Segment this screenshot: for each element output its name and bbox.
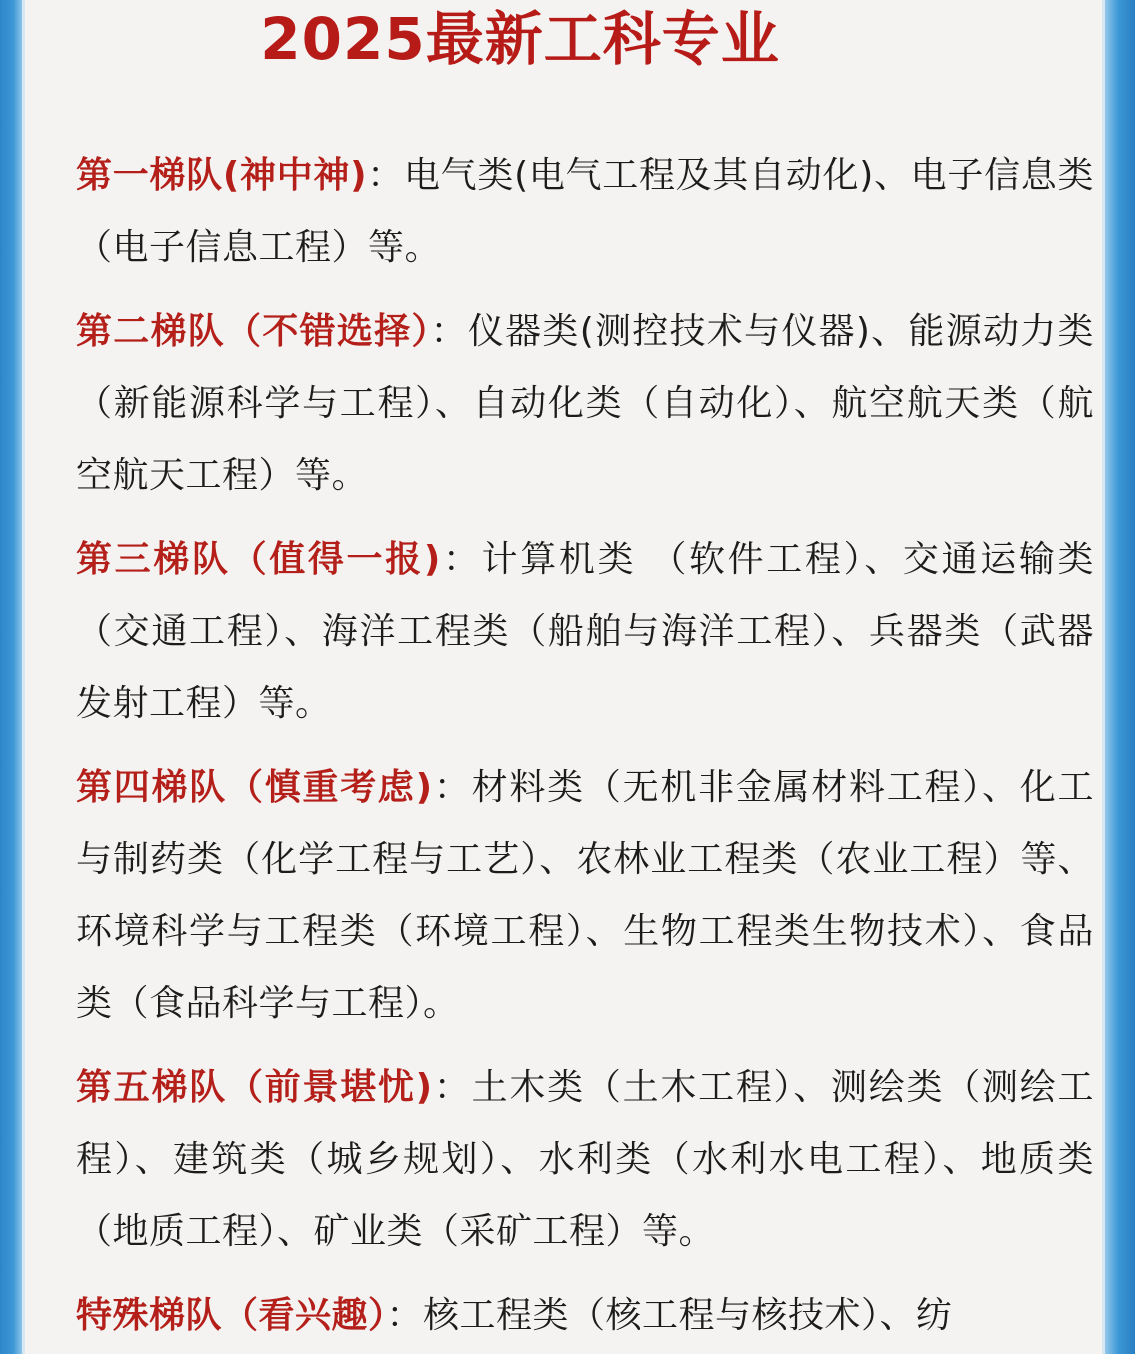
tier-list — [76, 140, 1094, 1354]
tier-special-text: ：核工程类（核工程与核技术）、纺 — [386, 1295, 953, 1336]
left-border — [0, 0, 22, 1354]
tier-4-label: 第四梯队（慎重考虑) — [76, 767, 433, 808]
tier-5-text: ：土木类（土木工程）、测绘类（测绘工程）、建筑类（城乡规划）、水利类（水利水电工程）、地质类（地质工程）、矿业类（采矿工程）等。 — [76, 1067, 1094, 1252]
left-border-highlight — [22, 0, 25, 1354]
tier-2-text: ：仪器类(测控技术与仪器)、能源动力类（新能源科学与工程）、自动化类（自动化）、航空航天类（航空航天工程）等。 — [76, 311, 1094, 496]
tier-4-text: ：材料类（无机非金属材料工程）、化工与制药类（化学工程与工艺）、农林业工程类（农业工程）等、环境科学与工程类（环境工程）、生物工程类生物技术）、食品类（食品科学与工程）。 — [76, 767, 1094, 1024]
tier-1 — [76, 140, 1094, 284]
tier-5-label: 第五梯队（前景堪忧) — [76, 1067, 433, 1108]
right-border — [1105, 0, 1135, 1354]
tier-5 — [76, 1052, 1094, 1268]
page-title: 2025最新工科专业 — [260, 5, 780, 73]
tier-3-label: 第三梯队（值得一报) — [76, 539, 441, 580]
tier-1-label: 第一梯队(神中神) — [76, 155, 368, 196]
tier-1-text: ：电气类(电气工程及其自动化)、电子信息类（电子信息工程）等。 — [76, 155, 1094, 268]
right-border-highlight — [1102, 0, 1105, 1354]
tier-3 — [76, 524, 1094, 740]
tier-3-text: ：计算机类 （软件工程）、交通运输类（交通工程）、海洋工程类（船舶与海洋工程）、兵器类（武器发射工程）等。 — [76, 539, 1094, 724]
tier-special-label: 特殊梯队（看兴趣） — [76, 1295, 387, 1336]
tier-4 — [76, 752, 1094, 1040]
tier-special — [76, 1280, 1094, 1352]
tier-2 — [76, 296, 1094, 512]
tier-2-label: 第二梯队（不错选择） — [76, 311, 431, 352]
